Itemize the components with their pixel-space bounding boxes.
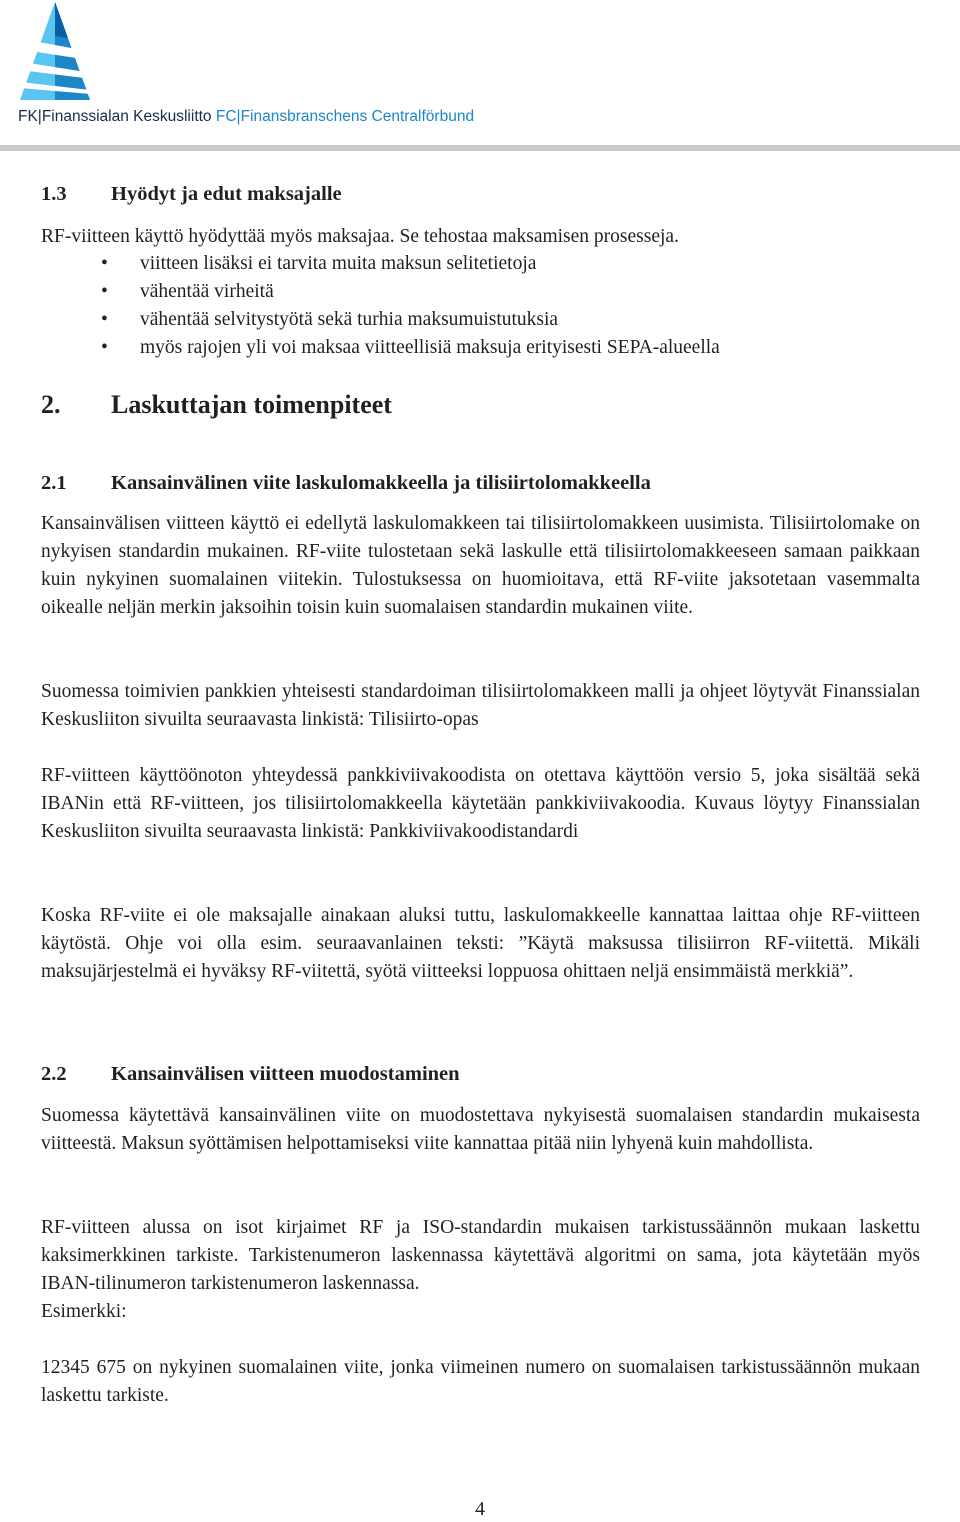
org-name-sv: FC|Finansbranschens Centralförbund [215,108,475,125]
list-item: • vähentää virheitä [101,278,720,306]
section-title: Laskuttajan toimenpiteet [111,390,392,419]
section-number: 2.2 [41,1063,67,1085]
section-number: 1.3 [41,183,67,205]
bullet-icon: • [101,309,108,330]
bullet-icon: • [101,253,108,274]
list-item: • vähentää selvitystyötä sekä turhia maksumuistutuksia [101,306,720,334]
section-number: 2. [41,390,61,419]
page-header [0,0,960,152]
section-1-3-heading [41,183,342,206]
fk-logo-icon [18,2,92,100]
org-name-fi: FK|Finanssialan Keskusliitto [18,108,212,125]
page-number: 4 [475,1498,485,1520]
sec22-example-label: Esimerkki: [41,1301,127,1322]
list-item: • myös rajojen yli voi maksaa viitteellisiä maksuja erityisesti SEPA-alueella [101,334,720,362]
section-2-1-heading [41,472,651,495]
section-title: Kansainvälinen viite laskulomakkeella ja tilisiirtolomakkeella [111,472,651,494]
section-title: Kansainvälisen viitteen muodostaminen [111,1063,460,1085]
sec21-paragraph-4: Koska RF-viite ei ole maksajalle ainakaan aluksi tuttu, laskulomakkeelle kannattaa laittaa ohje RF-viitteen käytöstä. Ohje voi olla esim. seuraavanlainen teksti: ”Käytä maksussa tilisiirron RF-viitettä. Mikäli maksujärjestelmä ei hyväksy RF-viitettä, syötä viitteeksi loppuosa ohittaen neljä ensimmäistä merkkiä”. [41,905,920,982]
sec13-intro: RF-viitteen käyttö hyödyttää myös maksajaa. Se tehostaa maksamisen prosesseja. [41,226,679,247]
bullet-icon: • [101,337,108,358]
sec21-paragraph-3: RF-viitteen käyttöönoton yhteydessä pankkiviivakoodista on otettava käyttöön versio 5, joka sisältää sekä IBANin että RF-viitteen, jos tilisiirtolomakkeella käytetään pankkiviivakoodia. Kuvaus löytyy Finanssialan Keskusliiton sivuilta seuraavasta linkistä: Pankkiviivakoodistandardi [41,765,920,842]
organization-name [18,108,474,126]
sec21-paragraph-2: Suomessa toimivien pankkien yhteisesti standardoiman tilisiirtolomakkeen malli ja ohjeet löytyvät Finanssialan Keskusliiton sivuilta seuraavasta linkistä: Tilisiirto-opas [41,681,920,730]
list-item: • viitteen lisäksi ei tarvita muita maksun selitetietoja [101,250,720,278]
header-divider [0,145,960,151]
sec22-paragraph-3: 12345 675 on nykyinen suomalainen viite, jonka viimeinen numero on suomalaisen tarkistussäännön mukaan laskettu tarkiste. [41,1357,920,1406]
benefits-list [101,250,720,362]
sec22-paragraph-1: Suomessa käytettävä kansainvälinen viite on muodostettava nykyisestä suomalaisen standardin mukaisesta viitteestä. Maksun syöttämisen helpottamiseksi viite kannattaa pitää niin lyhyenä kuin mahdollista. [41,1105,920,1154]
section-number: 2.1 [41,472,67,494]
sec21-paragraph-1: Kansainvälisen viitteen käyttö ei edellytä laskulomakkeen tai tilisiirtolomakkeen uusimista. Tilisiirtolomake on nykyisen standardin mukainen. RF-viite tulostetaan sekä laskulle että tilisiirtolomakkeeseen samaan paikkaan kuin nykyinen suomalainen viitekin. Tulostuksessa on huomioitava, että RF-viite jaksotetaan vasemmalta oikealle neljän merkin jaksoihin toisin kuin suomalaisen standardin mukainen viite. [41,513,920,618]
sec22-paragraph-2: RF-viitteen alussa on isot kirjaimet RF ja ISO-standardin mukaisen tarkistussäännön mukaan laskettu kaksimerkkinen tarkiste. Tarkistenumeron laskennassa käytettävä algoritmi on sama, jota käytetään myös IBAN-tilinumeron tarkistenumeron laskennassa. [41,1217,920,1294]
section-2-2-heading [41,1063,460,1086]
section-title: Hyödyt ja edut maksajalle [111,183,342,205]
section-2-heading [41,390,392,420]
bullet-icon: • [101,281,108,302]
